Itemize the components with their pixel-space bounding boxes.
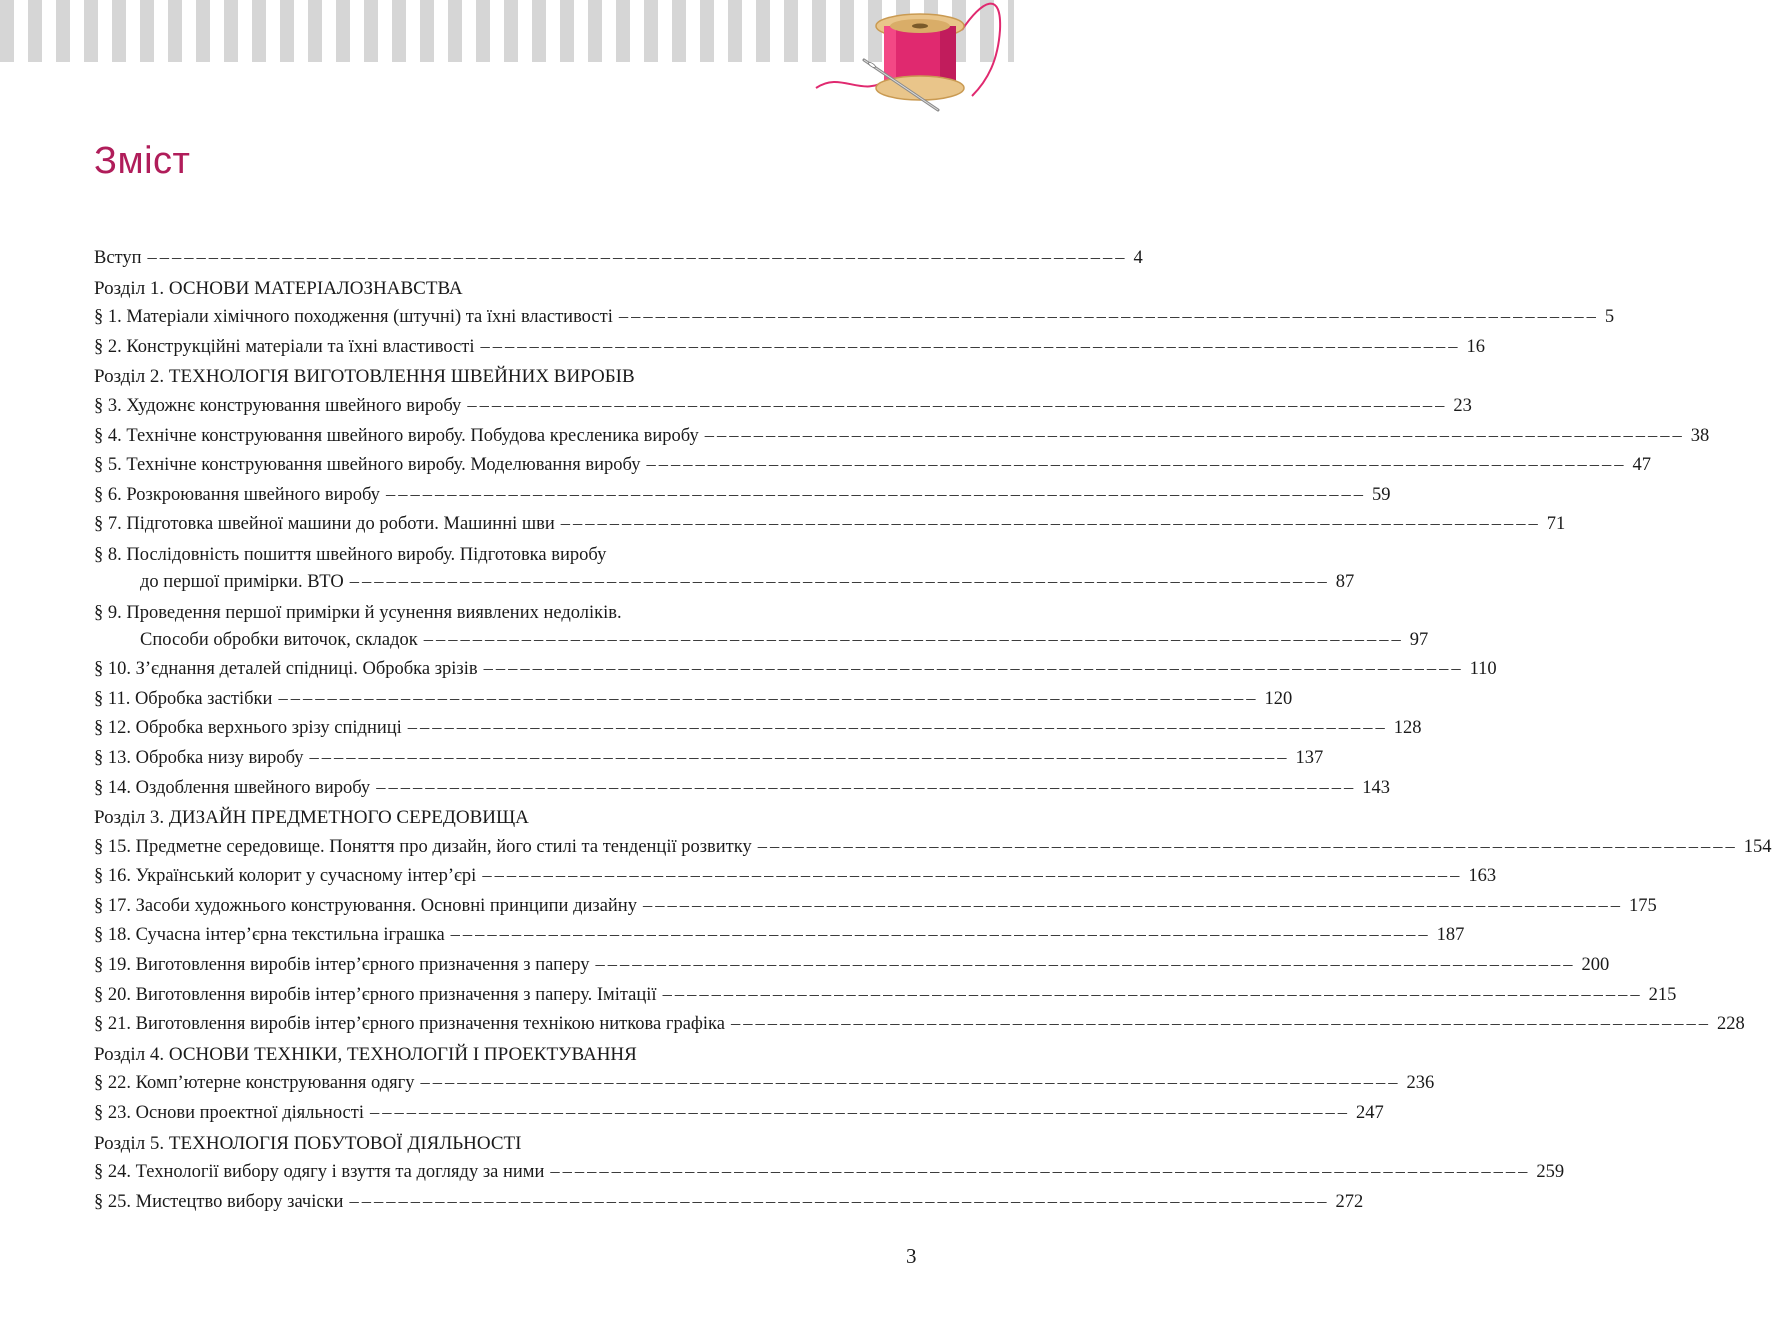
toc-leader: –––––––––––––––––––––––––––––––––––––––––––––––––––––––––––––––––––––––––––––––– bbox=[385, 484, 1366, 505]
toc-entry-label: § 18. Сучасна інтер’єрна текстильна іграшка bbox=[94, 925, 445, 946]
toc-entry-label: § 10. З’єднання деталей спідниці. Обробка зрізів bbox=[94, 659, 478, 680]
toc-entry-label: § 12. Обробка верхнього зрізу спідниці bbox=[94, 718, 402, 739]
toc-page-number: 71 bbox=[1546, 514, 1566, 535]
toc-entry-label: § 5. Технічне конструювання швейного виробу. Моделювання виробу bbox=[94, 455, 641, 476]
toc-leader: –––––––––––––––––––––––––––––––––––––––––––––––––––––––––––––––––––––––––––––––– bbox=[704, 425, 1685, 446]
toc-leader: –––––––––––––––––––––––––––––––––––––––––––––––––––––––––––––––––––––––––––––––– bbox=[423, 629, 1404, 650]
toc-entry[interactable] bbox=[94, 422, 1710, 452]
toc-entry-label: § 14. Оздоблення швейного виробу bbox=[94, 777, 371, 798]
toc-page-number: 163 bbox=[1468, 866, 1497, 887]
toc-page-number: 259 bbox=[1536, 1162, 1565, 1183]
toc-entry-label: § 20. Виготовлення виробів інтер’єрного призначення з паперу. Імітації bbox=[94, 984, 657, 1005]
toc-entry[interactable] bbox=[94, 481, 1391, 511]
toc-leader: –––––––––––––––––––––––––––––––––––––––––––––––––––––––––––––––––––––––––––––––– bbox=[147, 248, 1128, 268]
toc-entry[interactable] bbox=[94, 862, 1497, 892]
toc-entry[interactable] bbox=[94, 1069, 1435, 1099]
toc-leader: –––––––––––––––––––––––––––––––––––––––––––––––––––––––––––––––––––––––––––––––– bbox=[420, 1073, 1401, 1094]
toc-entry[interactable] bbox=[94, 833, 1772, 863]
toc-entry[interactable] bbox=[94, 655, 1497, 685]
toc-entry[interactable] bbox=[94, 714, 1422, 744]
toc-page-number: 175 bbox=[1628, 895, 1657, 916]
toc-entry[interactable] bbox=[94, 1010, 1745, 1040]
toc-page-number: 5 bbox=[1604, 307, 1615, 328]
toc-leader: –––––––––––––––––––––––––––––––––––––––––––––––––––––––––––––––––––––––––––––––– bbox=[646, 455, 1627, 476]
toc-leader: –––––––––––––––––––––––––––––––––––––––––––––––––––––––––––––––––––––––––––––––– bbox=[662, 984, 1643, 1005]
toc-page-number: 97 bbox=[1409, 629, 1429, 650]
toc-page-number: 23 bbox=[1453, 395, 1472, 416]
toc-entry-label: § 6. Розкроювання швейного виробу bbox=[94, 484, 380, 505]
toc-leader: –––––––––––––––––––––––––––––––––––––––––––––––––––––––––––––––––––––––––––––––– bbox=[560, 514, 1541, 535]
toc-leader: –––––––––––––––––––––––––––––––––––––––––––––––––––––––––––––––––––––––––––––––– bbox=[757, 836, 1738, 857]
toc-entry[interactable] bbox=[94, 510, 1566, 540]
page-title: Зміст bbox=[94, 140, 191, 182]
toc-page-number: 228 bbox=[1716, 1014, 1745, 1035]
toc-entry[interactable] bbox=[94, 1158, 1565, 1188]
toc-entry[interactable] bbox=[94, 892, 1657, 922]
toc-leader: –––––––––––––––––––––––––––––––––––––––––––––––––––––––––––––––––––––––––––––––– bbox=[349, 1191, 1330, 1212]
toc-entry-label: § 4. Технічне конструювання швейного виробу. Побудова кресленика виробу bbox=[94, 425, 699, 446]
toc-entry-label: § 2. Конструкційні матеріали та їхні властивості bbox=[94, 336, 475, 357]
toc-entry[interactable] bbox=[94, 626, 1429, 656]
table-of-contents bbox=[94, 244, 1772, 1217]
toc-page-number: 59 bbox=[1371, 484, 1391, 505]
toc-section-heading: Розділ 1. ОСНОВИ МАТЕРІАЛОЗНАВСТВА bbox=[94, 277, 463, 299]
toc-page-number: 128 bbox=[1393, 718, 1422, 739]
toc-entry-label: § 21. Виготовлення виробів інтер’єрного призначення технікою ниткова графіка bbox=[94, 1014, 725, 1035]
toc-leader: –––––––––––––––––––––––––––––––––––––––––––––––––––––––––––––––––––––––––––––––– bbox=[349, 571, 1330, 592]
toc-page-number: 187 bbox=[1436, 925, 1465, 946]
toc-leader: –––––––––––––––––––––––––––––––––––––––––––––––––––––––––––––––––––––––––––––––– bbox=[480, 336, 1461, 357]
toc-entry[interactable] bbox=[94, 951, 1610, 981]
toc-page-number: 4 bbox=[1133, 248, 1143, 268]
toc-entry[interactable] bbox=[94, 774, 1390, 804]
toc-leader: –––––––––––––––––––––––––––––––––––––––––––––––––––––––––––––––––––––––––––––––– bbox=[483, 659, 1464, 680]
toc-entry[interactable] bbox=[94, 568, 1355, 598]
toc-page-number: 110 bbox=[1469, 659, 1497, 680]
toc-entry[interactable] bbox=[94, 685, 1293, 715]
toc-leader: –––––––––––––––––––––––––––––––––––––––––––––––––––––––––––––––––––––––––––––––– bbox=[642, 895, 1623, 916]
toc-leader: –––––––––––––––––––––––––––––––––––––––––––––––––––––––––––––––––––––––––––––––– bbox=[369, 1103, 1350, 1124]
toc-leader: –––––––––––––––––––––––––––––––––––––––––––––––––––––––––––––––––––––––––––––––– bbox=[482, 866, 1463, 887]
toc-entry-label: § 19. Виготовлення виробів інтер’єрного призначення з паперу bbox=[94, 955, 590, 976]
toc-entry-label: до першої примірки. ВТО bbox=[140, 571, 344, 592]
toc-leader: –––––––––––––––––––––––––––––––––––––––––––––––––––––––––––––––––––––––––––––––– bbox=[730, 1014, 1711, 1035]
toc-section-heading: Розділ 5. ТЕХНОЛОГІЯ ПОБУТОВОЇ ДІЯЛЬНОСТІ bbox=[94, 1132, 522, 1154]
toc-page-number: 154 bbox=[1743, 836, 1772, 857]
toc-entry-label: § 25. Мистецтво вибору зачіски bbox=[94, 1191, 344, 1212]
toc-leader: –––––––––––––––––––––––––––––––––––––––––––––––––––––––––––––––––––––––––––––––– bbox=[407, 718, 1388, 739]
toc-entry-label: § 24. Технології вибору одягу і взуття та догляду за ними bbox=[94, 1162, 545, 1183]
toc-entry[interactable] bbox=[94, 451, 1651, 481]
toc-page-number: 16 bbox=[1466, 336, 1486, 357]
toc-page-number: 137 bbox=[1295, 747, 1324, 768]
toc-leader: –––––––––––––––––––––––––––––––––––––––––––––––––––––––––––––––––––––––––––––––– bbox=[376, 777, 1357, 798]
toc-page-number: 120 bbox=[1264, 688, 1293, 709]
toc-entry-label: § 17. Засоби художнього конструювання. Основні принципи дизайну bbox=[94, 895, 637, 916]
toc-page-number: 47 bbox=[1632, 455, 1651, 476]
page-number: 3 bbox=[906, 1244, 917, 1268]
toc-leader: –––––––––––––––––––––––––––––––––––––––––––––––––––––––––––––––––––––––––––––––– bbox=[618, 307, 1599, 328]
toc-entry-label: Способи обробки виточок, складок bbox=[140, 629, 418, 650]
toc-entry-label: § 13. Обробка низу виробу bbox=[94, 747, 304, 768]
toc-entry[interactable] bbox=[94, 333, 1486, 363]
toc-entry[interactable] bbox=[94, 244, 1143, 274]
toc-entry-label: § 16. Український колорит у сучасному інтер’єрі bbox=[94, 866, 477, 887]
toc-page-number: 272 bbox=[1335, 1191, 1364, 1212]
toc-entry-label: § 22. Комп’ютерне конструювання одягу bbox=[94, 1073, 415, 1094]
toc-page-number: 143 bbox=[1362, 777, 1390, 798]
toc-entry-label: § 15. Предметне середовище. Поняття про дизайн, його стилі та тенденції розвитку bbox=[94, 836, 752, 857]
toc-leader: –––––––––––––––––––––––––––––––––––––––––––––––––––––––––––––––––––––––––––––––– bbox=[550, 1162, 1531, 1183]
toc-page-number: 38 bbox=[1690, 425, 1710, 446]
toc-entry-label: Вступ bbox=[94, 248, 142, 268]
toc-section-heading: Розділ 3. ДИЗАЙН ПРЕДМЕТНОГО СЕРЕДОВИЩА bbox=[94, 807, 529, 829]
toc-leader: –––––––––––––––––––––––––––––––––––––––––––––––––––––––––––––––––––––––––––––––– bbox=[595, 955, 1576, 976]
toc-page-number: 200 bbox=[1581, 955, 1610, 976]
toc-leader: –––––––––––––––––––––––––––––––––––––––––––––––––––––––––––––––––––––––––––––––– bbox=[278, 688, 1259, 709]
toc-page-number: 215 bbox=[1648, 984, 1677, 1005]
toc-entry-label-line1: § 8. Послідовність пошиття швейного виробу. Підготовка виробу bbox=[94, 544, 607, 565]
toc-leader: –––––––––––––––––––––––––––––––––––––––––––––––––––––––––––––––––––––––––––––––– bbox=[309, 747, 1290, 768]
thread-spool-needle-icon bbox=[812, 0, 1014, 120]
toc-entry[interactable] bbox=[94, 1188, 1364, 1218]
toc-page-number: 87 bbox=[1335, 571, 1355, 592]
toc-entry-label: § 1. Матеріали хімічного походження (штучні) та їхні властивості bbox=[94, 307, 613, 328]
toc-entry[interactable] bbox=[94, 921, 1465, 951]
toc-entry[interactable] bbox=[94, 1099, 1384, 1129]
toc-entry-label: § 3. Художнє конструювання швейного виробу bbox=[94, 395, 462, 416]
toc-section-heading: Розділ 2. ТЕХНОЛОГІЯ ВИГОТОВЛЕННЯ ШВЕЙНИХ ВИРОБІВ bbox=[94, 366, 635, 388]
toc-entry[interactable] bbox=[94, 981, 1677, 1011]
toc-entry-label-line1: § 9. Проведення першої примірки й усунення виявлених недоліків. bbox=[94, 602, 622, 623]
toc-entry-label: § 11. Обробка застібки bbox=[94, 688, 273, 709]
toc-entry-label: § 23. Основи проектної діяльності bbox=[94, 1103, 364, 1124]
toc-page-number: 247 bbox=[1355, 1103, 1384, 1124]
toc-entry[interactable] bbox=[94, 392, 1472, 422]
toc-entry-label: § 7. Підготовка швейної машини до роботи. Машинні шви bbox=[94, 514, 555, 535]
toc-section-heading: Розділ 4. ОСНОВИ ТЕХНІКИ, ТЕХНОЛОГІЙ І ПРОЕКТУВАННЯ bbox=[94, 1043, 637, 1065]
toc-leader: –––––––––––––––––––––––––––––––––––––––––––––––––––––––––––––––––––––––––––––––– bbox=[467, 395, 1448, 416]
toc-page-number: 236 bbox=[1406, 1073, 1435, 1094]
toc-entry[interactable] bbox=[94, 303, 1615, 333]
toc-leader: –––––––––––––––––––––––––––––––––––––––––––––––––––––––––––––––––––––––––––––––– bbox=[450, 925, 1431, 946]
toc-entry[interactable] bbox=[94, 744, 1324, 774]
